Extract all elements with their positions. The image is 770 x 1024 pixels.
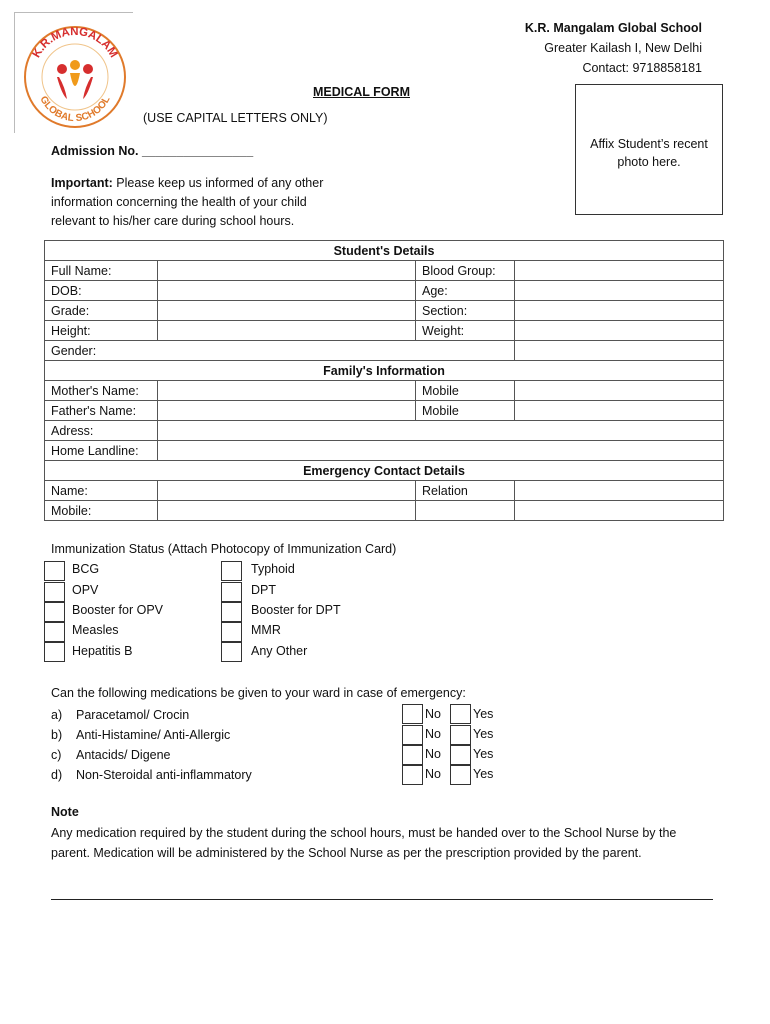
table-row — [45, 261, 724, 281]
emergency-name-field[interactable] — [158, 481, 416, 501]
student-details-heading: Student's Details — [45, 241, 724, 261]
no-label: No — [425, 727, 441, 741]
yes-label: Yes — [473, 767, 494, 781]
father-mobile-label: Mobile — [416, 401, 515, 421]
table-row — [45, 341, 724, 361]
antacids-no-checkbox[interactable] — [402, 745, 423, 765]
med-name: Anti-Histamine/ Anti-Allergic — [76, 728, 231, 742]
note-text: Any medication required by the student during the school hours, must be handed over to the School Nurse by the parent. Medication will be administered by the School Nurse as per the prescription provided by the parent. — [51, 826, 677, 860]
emergency-relation-field[interactable] — [515, 481, 724, 501]
med-letter: a) — [51, 708, 63, 722]
table-row — [45, 401, 724, 421]
opv-label: OPV — [72, 583, 99, 597]
photo-instruction-line2: photo here. — [617, 155, 681, 169]
emergency-name-label: Name: — [45, 481, 158, 501]
important-label: Important: — [51, 176, 113, 190]
typhoid-label: Typhoid — [251, 562, 295, 576]
table-row — [45, 441, 724, 461]
father-name-field[interactable] — [158, 401, 416, 421]
school-logo — [15, 13, 133, 133]
home-landline-label: Home Landline: — [45, 441, 158, 461]
mmr-checkbox[interactable] — [221, 622, 242, 642]
table-row — [45, 301, 724, 321]
emergency-extra-field[interactable] — [416, 501, 515, 521]
yes-label: Yes — [473, 707, 494, 721]
immunization-title: Immunization Status (Attach Photocopy of Immunization Card) — [51, 542, 397, 556]
details-table — [44, 240, 724, 521]
med-name: Paracetamol/ Crocin — [76, 708, 190, 722]
mmr-label: MMR — [251, 623, 281, 637]
section-label: Section: — [416, 301, 515, 321]
med-name: Non-Steroidal anti-inflammatory — [76, 768, 252, 782]
booster-opv-label: Booster for OPV — [72, 603, 164, 617]
form-title: MEDICAL FORM — [313, 85, 410, 99]
yes-label: Yes — [473, 727, 494, 741]
weight-field[interactable] — [515, 321, 724, 341]
antihistamine-no-checkbox[interactable] — [402, 725, 423, 745]
med-name: Antacids/ Digene — [76, 748, 171, 762]
emergency-mobile-label: Mobile: — [45, 501, 158, 521]
table-row — [45, 481, 724, 501]
table-row — [45, 281, 724, 301]
logo-text-top: K.R.MANGALAM — [30, 25, 120, 60]
full-name-label: Full Name: — [45, 261, 158, 281]
booster-dpt-label: Booster for DPT — [251, 603, 341, 617]
table-row — [45, 381, 724, 401]
school-contact: Contact: 9718858181 — [582, 61, 702, 75]
medications-title: Can the following medications be given to your ward in case of emergency: — [51, 686, 466, 700]
no-label: No — [425, 747, 441, 761]
emergency-extra-field-2[interactable] — [515, 501, 724, 521]
mother-name-field[interactable] — [158, 381, 416, 401]
table-row — [45, 421, 724, 441]
logo-text-bottom: GLOBAL SCHOOL — [37, 94, 113, 125]
med-letter: b) — [51, 728, 63, 742]
nsaid-no-checkbox[interactable] — [402, 765, 423, 785]
opv-checkbox[interactable] — [44, 582, 65, 602]
any-other-label: Any Other — [251, 644, 308, 658]
weight-label: Weight: — [416, 321, 515, 341]
family-info-heading: Family's Information — [45, 361, 724, 381]
father-name-label: Father's Name: — [45, 401, 158, 421]
blood-group-label: Blood Group: — [416, 261, 515, 281]
measles-label: Measles — [72, 623, 119, 637]
blood-group-field[interactable] — [515, 261, 724, 281]
emergency-contact-heading: Emergency Contact Details — [45, 461, 724, 481]
mother-mobile-field[interactable] — [515, 381, 724, 401]
any-other-checkbox[interactable] — [221, 642, 242, 662]
antihistamine-yes-checkbox[interactable] — [450, 725, 471, 745]
height-field[interactable] — [158, 321, 416, 341]
measles-checkbox[interactable] — [44, 622, 65, 642]
height-label: Height: — [45, 321, 158, 341]
med-letter: d) — [51, 768, 63, 782]
bcg-checkbox[interactable] — [44, 561, 65, 581]
address-field[interactable] — [158, 421, 724, 441]
nsaid-yes-checkbox[interactable] — [450, 765, 471, 785]
grade-label: Grade: — [45, 301, 158, 321]
no-label: No — [425, 767, 441, 781]
gender-field[interactable] — [515, 341, 724, 361]
age-label: Age: — [416, 281, 515, 301]
booster-dpt-checkbox[interactable] — [221, 602, 242, 622]
table-row — [45, 501, 724, 521]
yes-label: Yes — [473, 747, 494, 761]
emergency-relation-label: Relation — [416, 481, 515, 501]
booster-opv-checkbox[interactable] — [44, 602, 65, 622]
bcg-label: BCG — [72, 562, 100, 576]
hepatitis-b-label: Hepatitis B — [72, 644, 133, 658]
mother-mobile-label: Mobile — [416, 381, 515, 401]
admission-number-field[interactable]: Admission No. ________________ — [51, 144, 254, 158]
age-field[interactable] — [515, 281, 724, 301]
note-title: Note — [51, 805, 79, 819]
important-text: Please keep us informed of any other information concerning the health of your child relevant to his/her care during school hours. — [51, 176, 324, 228]
paracetamol-no-checkbox[interactable] — [402, 704, 423, 724]
mother-name-label: Mother's Name: — [45, 381, 158, 401]
typhoid-checkbox[interactable] — [221, 561, 242, 581]
grade-field[interactable] — [158, 301, 416, 321]
full-name-field[interactable] — [158, 261, 416, 281]
svg-text:K.R.MANGALAM — [31, 26, 120, 60]
important-note — [51, 174, 351, 231]
antacids-yes-checkbox[interactable] — [450, 745, 471, 765]
logo-frame — [14, 12, 133, 133]
photo-instruction-line1: Affix Student’s recent — [590, 137, 708, 151]
home-landline-field[interactable] — [158, 441, 724, 461]
section-field[interactable] — [515, 301, 724, 321]
school-address: Greater Kailash I, New Delhi — [544, 41, 702, 55]
address-label: Adress: — [45, 421, 158, 441]
emergency-mobile-field[interactable] — [158, 501, 416, 521]
no-label: No — [425, 707, 441, 721]
photo-box — [575, 84, 723, 215]
hepatitis-b-checkbox[interactable] — [44, 642, 65, 662]
gender-label: Gender: — [45, 341, 515, 361]
signature-line — [51, 899, 713, 900]
dpt-label: DPT — [251, 583, 276, 597]
school-name: K.R. Mangalam Global School — [524, 21, 702, 35]
table-row — [45, 321, 724, 341]
med-letter: c) — [51, 748, 62, 762]
paracetamol-yes-checkbox[interactable] — [450, 704, 471, 724]
dpt-checkbox[interactable] — [221, 582, 242, 602]
dob-field[interactable] — [158, 281, 416, 301]
father-mobile-field[interactable] — [515, 401, 724, 421]
school-info — [525, 18, 702, 78]
dob-label: DOB: — [45, 281, 158, 301]
capital-letters-note: (USE CAPITAL LETTERS ONLY) — [143, 111, 328, 125]
